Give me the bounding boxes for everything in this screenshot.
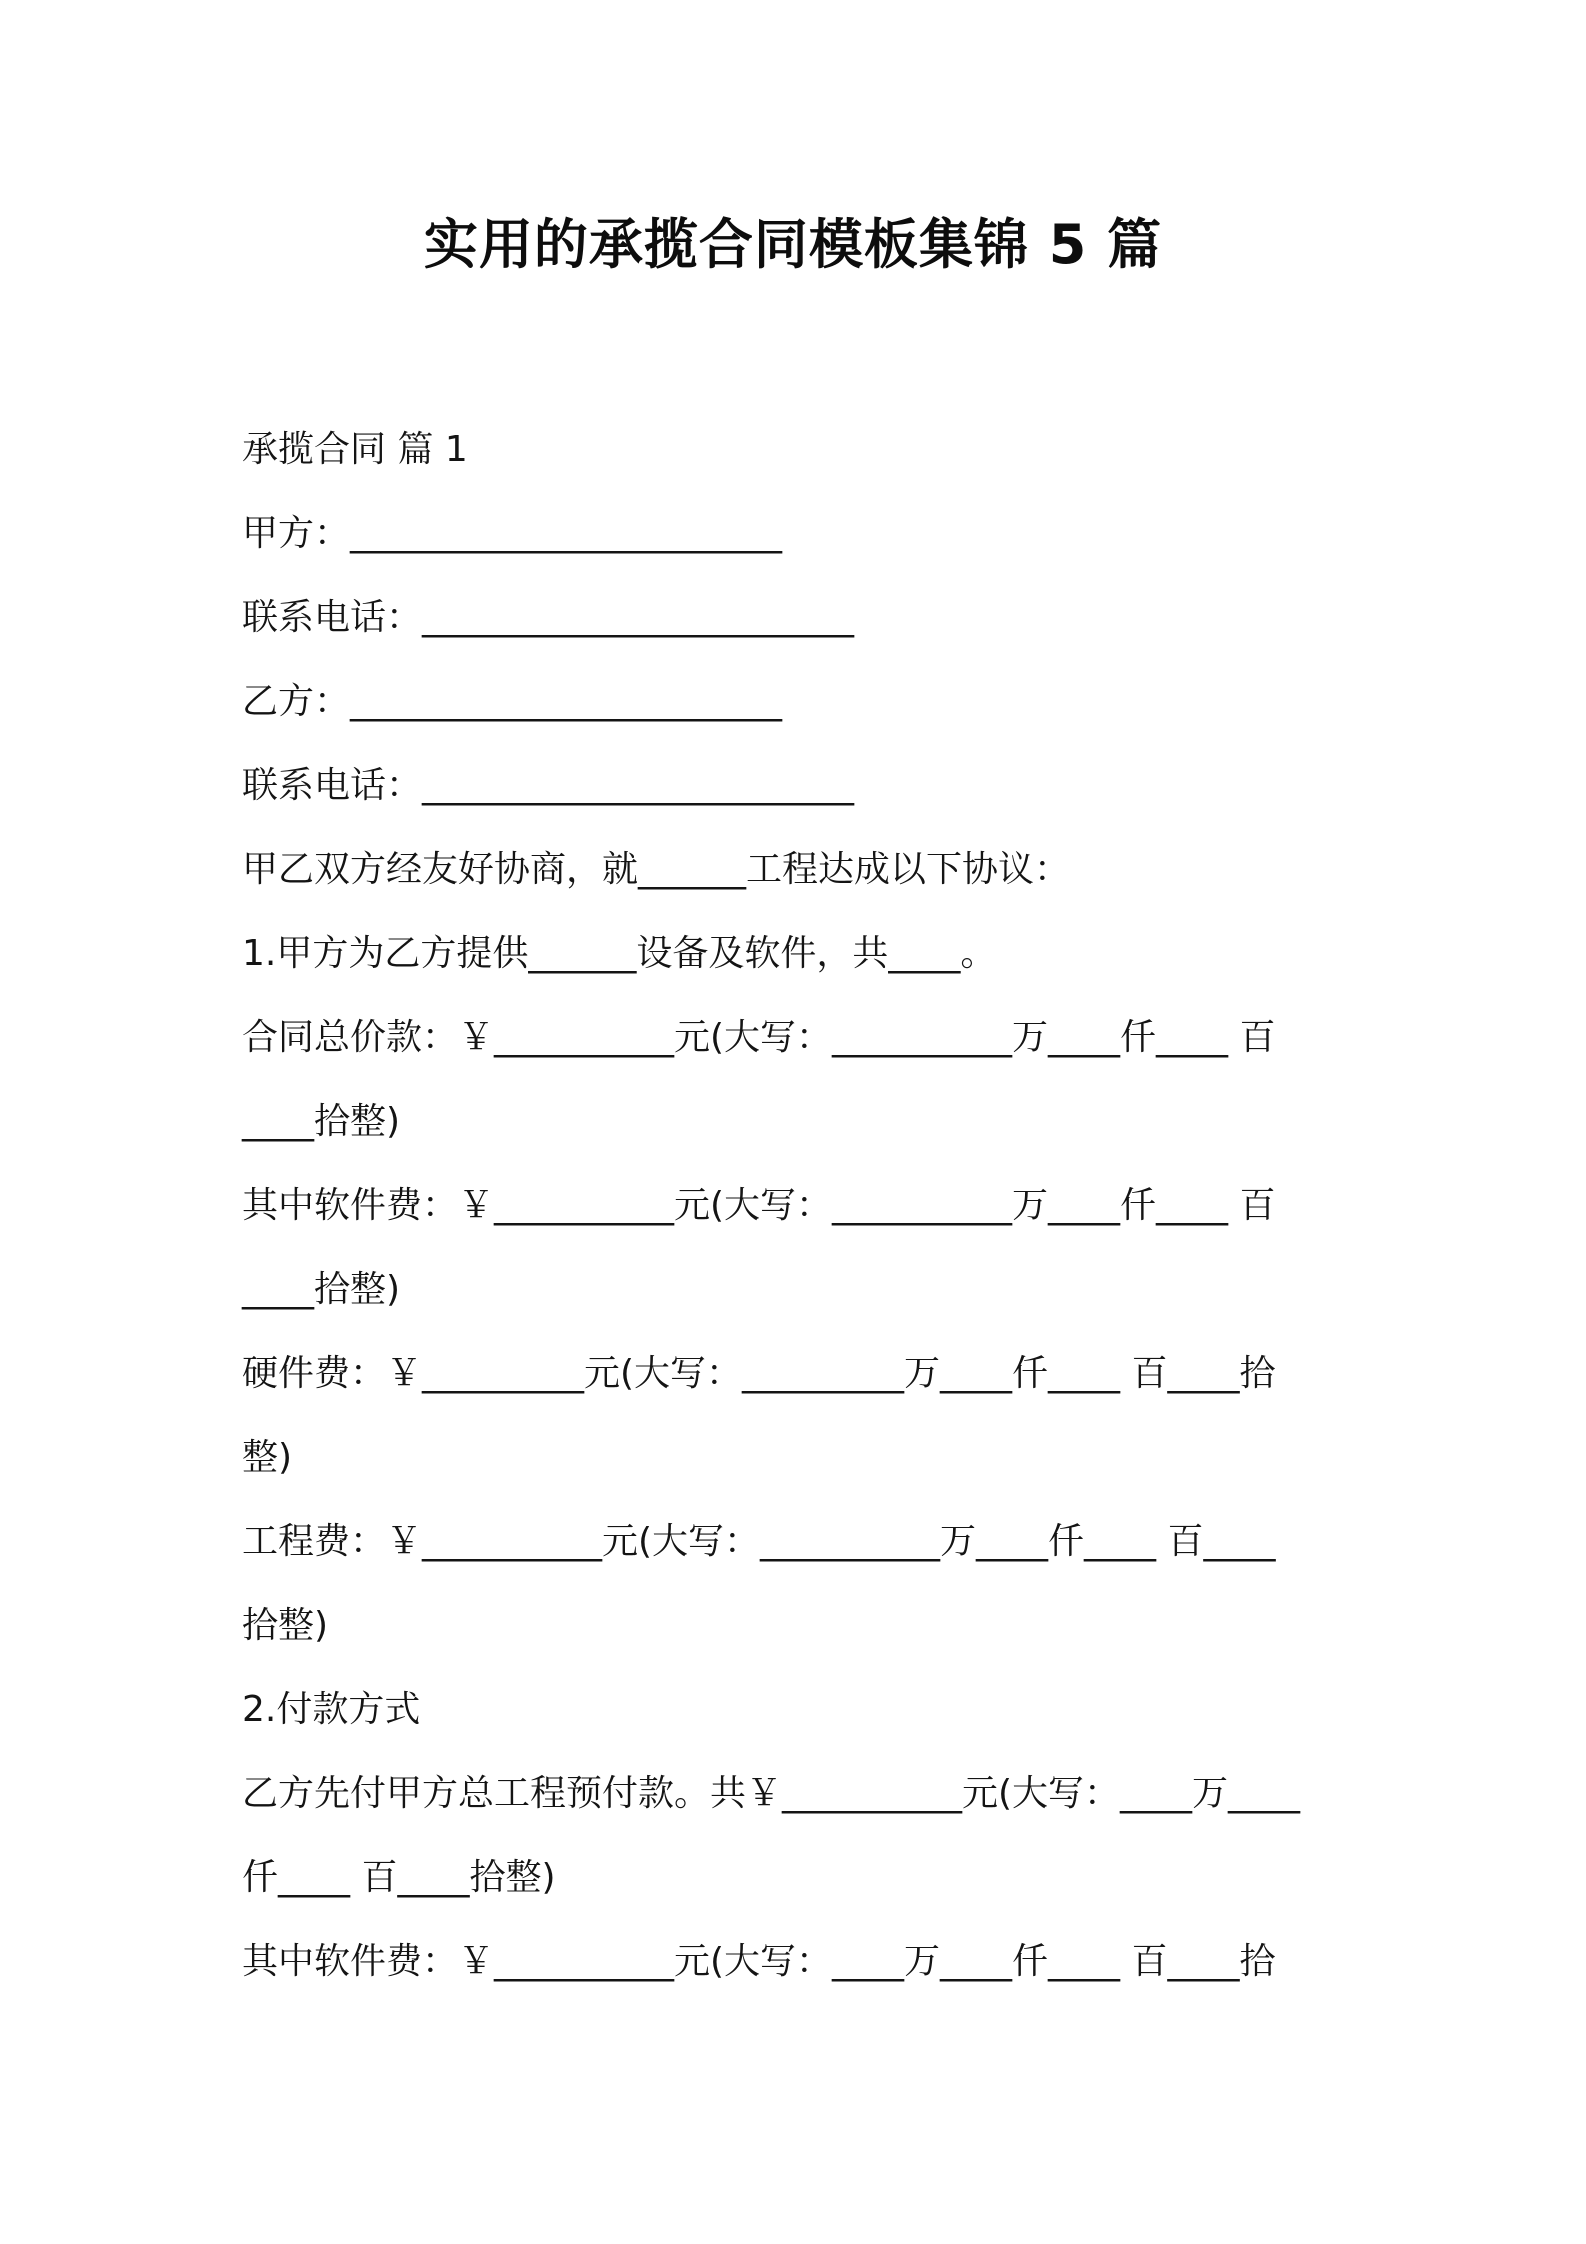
clause-2-heading: 2.付款方式 — [242, 1689, 421, 1730]
total-price-line: 合同总价款：￥__________元(大写：__________万____仟____ 百 — [242, 1017, 1276, 1058]
hardware-fee-line: 硬件费：￥_________元(大写：_________万____仟____ 百____拾 — [242, 1353, 1276, 1394]
prepayment-line: 乙方先付甲方总工程预付款。共￥__________元(大写：____万____ — [242, 1773, 1301, 1814]
document-title: 实用的承揽合同模板集锦 5 篇 — [423, 213, 1163, 276]
engineering-fee-line-cont: 拾整) — [242, 1605, 329, 1646]
hardware-fee-line-cont: 整) — [242, 1437, 293, 1478]
prepayment-software-fee-line: 其中软件费：￥__________元(大写：____万____仟____ 百____拾 — [242, 1941, 1276, 1982]
prepayment-line-cont: 仟____ 百____拾整) — [242, 1857, 556, 1898]
party-a-phone-field: 联系电话：________________________ — [242, 597, 855, 638]
total-price-line-cont: ____拾整) — [242, 1101, 401, 1142]
agreement-intro: 甲乙双方经友好协商，就______工程达成以下协议： — [242, 849, 1071, 890]
party-b-phone-field: 联系电话：________________________ — [242, 765, 855, 806]
party-a-field: 甲方：________________________ — [242, 513, 783, 554]
software-fee-line: 其中软件费：￥__________元(大写：__________万____仟____ 百 — [242, 1185, 1276, 1226]
clause-1: 1.甲方为乙方提供______设备及软件，共____。 — [242, 933, 997, 974]
party-b-field: 乙方：________________________ — [242, 681, 783, 722]
document-body — [242, 408, 1352, 2004]
section-heading: 承揽合同 篇 1 — [242, 429, 468, 470]
software-fee-line-cont: ____拾整) — [242, 1269, 401, 1310]
engineering-fee-line: 工程费：￥__________元(大写：__________万____仟____ 百____ — [242, 1521, 1276, 1562]
